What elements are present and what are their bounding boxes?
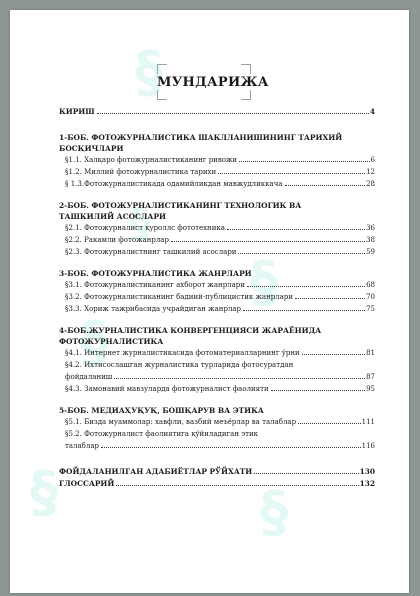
- toc-glossary[interactable]: [59, 478, 375, 490]
- document-page: [10, 10, 409, 593]
- watermark-logo: §: [135, 40, 163, 105]
- toc-section[interactable]: [59, 222, 375, 234]
- chapter-heading[interactable]: [59, 405, 375, 416]
- toc-section[interactable]: [59, 303, 375, 315]
- toc-label: §2.2. Ракамли фотожанрлар: [65, 236, 169, 244]
- toc-label: §3.3. Хориж тажрибасида учрайдиган жанрлар: [65, 305, 242, 313]
- toc-label: ФОЙДАЛАНИЛГАН АДАБИЁТЛАР РЎЙХАТИ: [59, 467, 253, 476]
- toc-page-number: 75: [366, 305, 375, 313]
- leader-dots: [285, 185, 366, 186]
- frame-corner: [157, 64, 167, 74]
- leader-dots: [171, 241, 365, 242]
- leader-dots: [114, 378, 365, 379]
- toc-section[interactable]: [59, 234, 375, 246]
- watermark-logo: §: [80, 310, 108, 375]
- toc-page-number: 4: [369, 107, 375, 116]
- chapter-heading[interactable]: [59, 200, 375, 222]
- toc-label: §2.3. Фотожурналистнинг ташкилий асослари: [65, 248, 237, 256]
- toc-section[interactable]: [59, 166, 375, 178]
- chapter-heading-line: 1-БОБ. ФОТОЖУРНАЛИСТИКА ШАКЛЛАНИШИНИНГ ТАРИХИЙ: [59, 133, 343, 142]
- chapter-heading-line: ФОТОЖУРНАЛИСТИКА: [59, 337, 164, 346]
- toc-label: §5.1. Бизда муаммолар: хавфли, вазбий меъёрлар ва талаблар: [65, 418, 297, 426]
- leader-dots: [271, 390, 365, 391]
- leader-dots: [302, 354, 365, 355]
- toc-label: §1.1. Халқаро фотожурналистиканинг ривожи: [65, 156, 238, 164]
- toc-label: фойдаланиш: [65, 373, 113, 381]
- toc-label: §3.2. Фотожурналистиканинг бадиий-публицистик жанрлари: [65, 293, 294, 301]
- toc-section[interactable]: [59, 279, 375, 291]
- leader-dots: [247, 286, 365, 287]
- chapter-heading-line: БОСҚИЧЛАРИ: [59, 144, 124, 153]
- chapter-heading-line: 2-БОБ. ФОТОЖУРНАЛИСТИКАНИНГ ТЕХНОЛОГИК ВА: [59, 201, 302, 210]
- toc-page-number: 12: [366, 168, 375, 176]
- toc-page-number: 111: [361, 418, 375, 426]
- toc-label: ГЛОССАРИЙ: [59, 479, 115, 488]
- watermark-logo: §: [260, 480, 288, 545]
- chapter-heading[interactable]: [59, 132, 375, 154]
- toc-section[interactable]: [59, 347, 375, 359]
- toc-section[interactable]: [59, 383, 375, 395]
- toc-label: §2.1. Фотожурналист қуроллс фототехника: [65, 224, 225, 232]
- toc-label: §4.3. Замонавий мавзуларда фотожурналист фаолияти: [65, 385, 269, 393]
- leader-dots: [116, 485, 358, 486]
- chapter-heading-line: 4-БОБ.ЖУРНАЛИСТИКА КОНВЕРГЕНЦИЯСИ ЖАРАЁНИДА: [59, 326, 322, 335]
- toc-label: КИРИШ: [59, 107, 95, 116]
- chapter-heading[interactable]: [59, 268, 375, 279]
- toc-section[interactable]: [59, 178, 375, 190]
- toc-page-number: 68: [366, 281, 375, 289]
- chapter-heading-line: 5-БОБ. МЕДИАҲУҚУҚ, БОШҚАРУВ ВА ЭТИКА: [59, 406, 264, 415]
- chapter-heading-line: ТАШКИЛИЙ АСОСЛАРИ: [59, 212, 166, 221]
- toc-label: §4.1. Интернет журналистикасида фотоматериалларнинг ўрни: [65, 349, 300, 357]
- chapter-heading-line: 3-БОБ. ФОТОЖУРНАЛИСТИКА ЖАНРЛАРИ: [59, 269, 252, 278]
- toc-page-number: 36: [366, 224, 375, 232]
- toc-page-number: 70: [366, 293, 375, 301]
- frame-corner: [241, 64, 251, 74]
- toc-bibliography[interactable]: [59, 466, 375, 478]
- toc-label: §5.2. Фотожурналист фаолиятига қўйиладиган этик: [65, 430, 259, 438]
- toc-intro[interactable]: [59, 106, 375, 118]
- title-frame: [157, 64, 269, 100]
- frame-corner: [157, 90, 167, 100]
- table-of-contents: [59, 106, 375, 490]
- toc-label: §4.2. Ихтисослашган журналистика турларида фотосуратдан: [65, 361, 294, 369]
- leader-dots: [97, 113, 369, 114]
- toc-page-number: 38: [366, 236, 375, 244]
- leader-dots: [238, 253, 365, 254]
- toc-section[interactable]: [59, 154, 375, 166]
- chapter-heading[interactable]: [59, 325, 375, 347]
- watermark-logo: §: [250, 250, 278, 315]
- toc-page-number: 6: [370, 156, 375, 164]
- toc-label: §3.1. Фотожурналистиканинг ахборот жанрлари: [65, 281, 245, 289]
- toc-page-number: 95: [366, 385, 375, 393]
- leader-dots: [298, 423, 361, 424]
- watermark-logo: §: [30, 460, 58, 525]
- toc-section[interactable]: [59, 246, 375, 258]
- leader-dots: [295, 298, 365, 299]
- leader-dots: [239, 161, 369, 162]
- leader-dots: [218, 173, 365, 174]
- toc-page-number: 132: [359, 479, 375, 488]
- leader-dots: [254, 473, 358, 474]
- toc-label: талаблар: [65, 442, 99, 450]
- leader-dots: [243, 310, 365, 311]
- page-title: МУНДАРИЖА: [157, 75, 269, 90]
- toc-page-number: 130: [359, 467, 375, 476]
- toc-page-number: 81: [366, 349, 375, 357]
- watermark-logo: §: [130, 200, 150, 246]
- toc-page-number: 116: [361, 442, 375, 450]
- leader-dots: [101, 447, 361, 448]
- toc-page-number: 59: [366, 248, 375, 256]
- leader-dots: [227, 229, 365, 230]
- toc-section[interactable]: [59, 291, 375, 303]
- toc-label: §1.2. Миллий фотожурналистика тарихи: [65, 168, 217, 176]
- toc-section[interactable]: [59, 416, 375, 428]
- toc-page-number: 28: [366, 180, 375, 188]
- toc-section[interactable]: [59, 359, 375, 383]
- toc-section[interactable]: [59, 428, 375, 452]
- toc-label: § 1.3.Фотожурналистикада одамийликдан мавжудликкача: [65, 180, 283, 188]
- frame-corner: [241, 90, 251, 100]
- toc-page-number: 87: [366, 373, 375, 381]
